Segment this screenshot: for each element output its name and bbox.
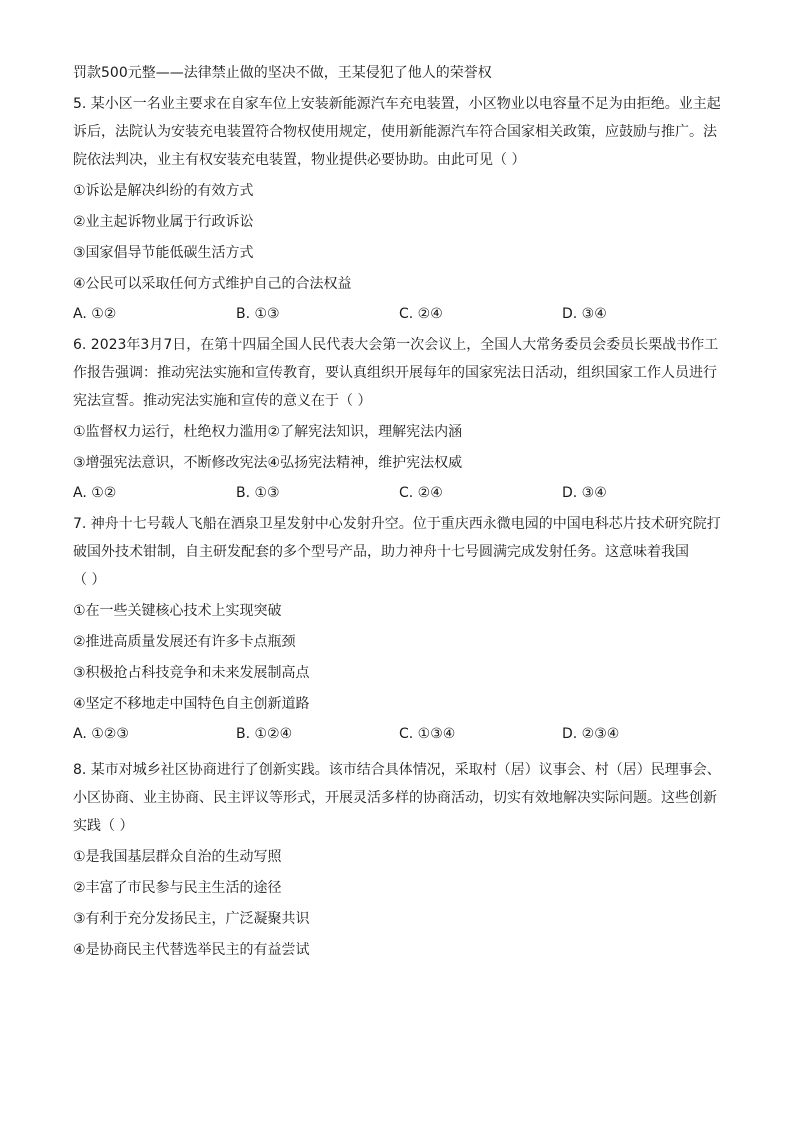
question-stem (73, 334, 723, 412)
stem-line: 院依法判决，业主有权安装充电装置，物业提供必要协助。由此可见（ ） (73, 152, 526, 168)
exam-page (73, 62, 723, 961)
stem-line: 5. 某小区一名业主要求在自家车位上安装新能源汽车充电装置，小区物业以电容量不足为由拒绝。业主起 (73, 96, 721, 112)
option-d[interactable]: D. ②③④ (562, 726, 620, 742)
stem-line: 6. 2023年3月7日，在第十四届全国人民代表大会第一次会议上，全国人大常务委员会委员长栗战书作工 (73, 337, 719, 353)
statement-item: ②丰富了市民参与民主生活的途径 (73, 880, 282, 896)
statement-item: ③有利于充分发扬民主，广泛凝聚共识 (73, 911, 310, 927)
statement-item: ①诉讼是解决纠纷的有效方式 (73, 183, 254, 199)
previous-answer-line: 罚款500元整——法律禁止做的坚决不做，王某侵犯了他人的荣誉权 (73, 65, 492, 81)
statement-item: ②业主起诉物业属于行政诉讼 (73, 214, 254, 230)
statement-item: ③积极抢占科技竞争和未来发展制高点 (73, 665, 310, 681)
stem-line: 诉后，法院认为安装充电装置符合物权使用规定，使用新能源汽车符合国家相关政策，应鼓励与推广。法 (73, 124, 717, 140)
statement-item: ①在一些关键核心技术上实现突破 (73, 603, 282, 619)
answer-options (73, 723, 723, 745)
answer-options (73, 482, 723, 504)
stem-line: 实践（ ） (73, 818, 134, 834)
question-stem (73, 759, 723, 837)
option-d[interactable]: D. ③④ (562, 306, 607, 322)
option-b[interactable]: B. ①③ (236, 485, 280, 501)
stem-line: 作报告强调：推动宪法实施和宣传教育，要认真组织开展每年的国家宪法日活动，组织国家工作人员进行 (73, 365, 717, 381)
option-c[interactable]: C. ②④ (399, 306, 443, 322)
statement-item: ④公民可以采取任何方式维护自己的合法权益 (73, 276, 352, 292)
answer-options (73, 303, 723, 325)
option-b[interactable]: B. ①③ (236, 306, 280, 322)
statement-item: ③国家倡导节能低碳生活方式 (73, 245, 254, 261)
option-a[interactable]: A. ①②③ (73, 726, 129, 742)
statement-item: ①监督权力运行，杜绝权力滥用②了解宪法知识，理解宪法内涵 (73, 424, 463, 440)
question-stem (73, 93, 723, 171)
option-c[interactable]: C. ①③④ (399, 726, 456, 742)
statement-item: ④是协商民主代替选举民主的有益尝试 (73, 942, 310, 958)
statement-item: ①是我国基层群众自治的生动写照 (73, 849, 282, 865)
question-5 (73, 93, 723, 325)
option-a[interactable]: A. ①② (73, 306, 117, 322)
question-6 (73, 334, 723, 504)
question-7 (73, 513, 723, 745)
stem-line: 7. 神舟十七号载人飞船在酒泉卫星发射中心发射升空。位于重庆西永微电园的中国电科芯片技术研究院打 (73, 516, 721, 532)
question-8 (73, 759, 723, 961)
question-stem (73, 513, 723, 591)
option-a[interactable]: A. ①② (73, 485, 117, 501)
option-b[interactable]: B. ①②④ (236, 726, 293, 742)
stem-line: 8. 某市对城乡社区协商进行了创新实践。该市结合具体情况，采取村（居）议事会、村（居）民理事会、 (73, 762, 721, 778)
statement-item: ④坚定不移地走中国特色自主创新道路 (73, 696, 310, 712)
option-c[interactable]: C. ②④ (399, 485, 443, 501)
option-d[interactable]: D. ③④ (562, 485, 607, 501)
statement-item: ③增强宪法意识，不断修改宪法④弘扬宪法精神，维护宪法权威 (73, 455, 463, 471)
statement-item: ②推进高质量发展还有许多卡点瓶颈 (73, 634, 296, 650)
stem-line: （ ） (73, 572, 106, 588)
stem-line: 宪法宣誓。推动宪法实施和宣传的意义在于（ ） (73, 393, 372, 409)
stem-line: 小区协商、业主协商、民主评议等形式，开展灵活多样的协商活动，切实有效地解决实际问题。这些创新 (73, 790, 717, 806)
stem-line: 破国外技术钳制，自主研发配套的多个型号产品，助力神舟十七号圆满完成发射任务。这意味着我国 (73, 544, 689, 560)
